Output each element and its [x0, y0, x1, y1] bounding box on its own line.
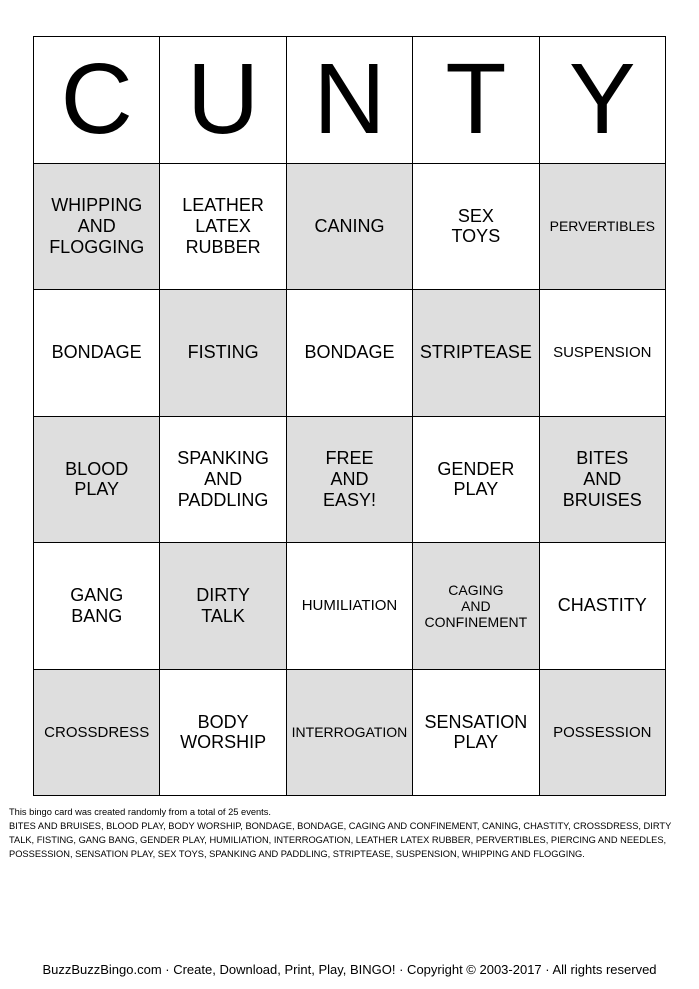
- bingo-cell: [34, 543, 160, 670]
- cell-label: GENDER PLAY: [437, 458, 515, 500]
- cell-label: SPANKING AND PADDLING: [177, 448, 269, 510]
- cell-label: STRIPTEASE: [419, 342, 532, 363]
- bingo-cell: [160, 543, 286, 670]
- cell-label: BONDAGE: [51, 342, 142, 363]
- bingo-cell: [160, 669, 286, 796]
- cell-label: CROSSDRESS: [44, 723, 150, 741]
- cell-label: WHIPPING AND FLOGGING: [49, 195, 145, 257]
- header-letter-c: C: [34, 37, 160, 164]
- cell-label: HUMILIATION: [301, 597, 398, 615]
- event-list-note: [9, 805, 691, 861]
- free-space-cell: [286, 416, 412, 543]
- cell-label: BODY WORSHIP: [180, 711, 267, 753]
- cell-label: CAGING AND CONFINEMENT: [424, 581, 528, 630]
- note-intro: This bingo card was created randomly from a total of 25 events.: [9, 807, 271, 817]
- cell-label: SUSPENSION: [553, 344, 652, 362]
- header-row: [34, 37, 666, 164]
- bingo-card: [33, 36, 666, 796]
- bingo-cell: [160, 416, 286, 543]
- header-letter-t: T: [413, 37, 539, 164]
- cell-label: SENSATION PLAY: [424, 711, 528, 753]
- footer-copyright: BuzzBuzzBingo.com · Create, Download, Print, Play, BINGO! · Copyright © 2003-2017 · All rights reserved: [42, 962, 657, 977]
- cell-label: PERVERTIBLES: [549, 218, 655, 235]
- bingo-cell: [286, 543, 412, 670]
- cell-label: DIRTY TALK: [196, 585, 250, 626]
- bingo-cell: [286, 669, 412, 796]
- bingo-cell: [34, 290, 160, 417]
- cell-label: BITES AND BRUISES: [562, 448, 642, 510]
- header-letter-u: U: [160, 37, 286, 164]
- bingo-grid: [33, 36, 666, 796]
- note-event-list: BITES AND BRUISES, BLOOD PLAY, BODY WORSHIP, BONDAGE, BONDAGE, CAGING AND CONFINEMENT, CANING, CHASTITY, CROSSDRESS, DIRTY TALK, FISTING, GANG BANG, GENDER PLAY, HUMILIATION, INTERROGATION, LEATHER LATEX RUBBER, PERVERTIBLES, PIERCING AND NEEDLES, POSSESSION, SENSATION PLAY, SEX TOYS, SPANKING AND PADDLING, STRIPTEASE, SUSPENSION, WHIPPING AND FLOGGING.: [9, 821, 672, 859]
- bingo-cell: [539, 416, 665, 543]
- cell-label: GANG BANG: [70, 585, 124, 626]
- cell-label: CANING: [314, 215, 385, 236]
- bingo-cell: [413, 669, 539, 796]
- cell-label: POSSESSION: [553, 723, 652, 741]
- grid-row-5: [34, 669, 666, 796]
- cell-label: FREE AND EASY!: [322, 448, 376, 510]
- bingo-cell: [160, 290, 286, 417]
- cell-label: FISTING: [187, 342, 259, 363]
- grid-row-2: [34, 290, 666, 417]
- bingo-cell: [539, 543, 665, 670]
- cell-label: BLOOD PLAY: [65, 458, 129, 500]
- bingo-cell: [34, 669, 160, 796]
- cell-label: CHASTITY: [557, 595, 647, 616]
- bingo-cell: [160, 163, 286, 290]
- bingo-cell: [286, 290, 412, 417]
- bingo-cell: [539, 669, 665, 796]
- cell-label: BONDAGE: [304, 342, 395, 363]
- header-letter-y: Y: [539, 37, 665, 164]
- cell-label: SEX TOYS: [451, 205, 501, 247]
- grid-row-4: [34, 543, 666, 670]
- bingo-cell: [413, 416, 539, 543]
- bingo-cell: [413, 163, 539, 290]
- bingo-cell: [539, 290, 665, 417]
- grid-row-1: [34, 163, 666, 290]
- cell-label: INTERROGATION: [291, 724, 408, 741]
- grid-row-3: [34, 416, 666, 543]
- header-letter-n: N: [286, 37, 412, 164]
- bingo-cell: [413, 543, 539, 670]
- bingo-cell: [413, 290, 539, 417]
- bingo-cell: [539, 163, 665, 290]
- cell-label: LEATHER LATEX RUBBER: [182, 195, 264, 257]
- bingo-cell: [286, 163, 412, 290]
- bingo-cell: [34, 416, 160, 543]
- bingo-cell: [34, 163, 160, 290]
